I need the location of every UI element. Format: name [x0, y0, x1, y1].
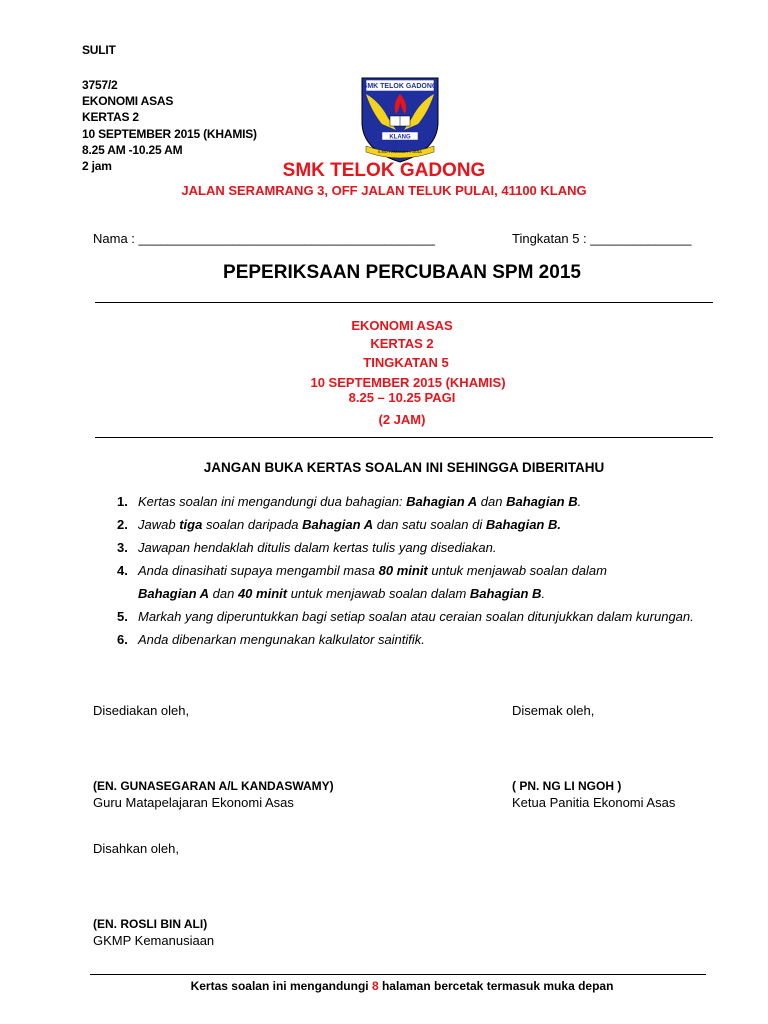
- logo-badge-text: KLANG: [389, 134, 411, 141]
- instruction-text: Anda dibenarkan mengunakan kalkulator saintifik.: [138, 632, 425, 647]
- footer-text-end: halaman bercetak termasuk muka depan: [378, 979, 614, 993]
- exam-time: 8.25 – 10.25 PAGI: [348, 390, 456, 405]
- instruction-emphasis: Bahagian A: [302, 517, 374, 532]
- instruction-number: 2.: [117, 517, 128, 532]
- instruction-emphasis: Bahagian A: [138, 586, 210, 601]
- instruction-emphasis: Bahagian B: [469, 586, 542, 601]
- school-logo: [352, 72, 448, 164]
- exam-subject: EKONOMI ASAS: [351, 318, 453, 333]
- instruction-text: Jawab: [138, 517, 180, 532]
- logo-school-text: SMK TELOK GADONG: [362, 83, 438, 90]
- instruction-item: [110, 605, 710, 628]
- exam-form: TINGKATAN 5: [363, 355, 449, 370]
- divider: [95, 302, 713, 303]
- instruction-text: untuk menjawab soalan dalam: [427, 563, 607, 578]
- footer-page-count: 8: [371, 979, 379, 993]
- school-address: JALAN SERAMRANG 3, OFF JALAN TELUK PULAI, 41100 KLANG: [181, 183, 587, 198]
- approved-by-label: Disahkan oleh,: [93, 841, 179, 856]
- exam-date: 10 SEPTEMBER 2015 (KHAMIS): [310, 375, 506, 390]
- instruction-number: 5.: [117, 609, 128, 624]
- instruction-number: 4.: [117, 563, 128, 578]
- instruction-item: [110, 628, 710, 651]
- preparer-title: Guru Matapelajaran Ekonomi Asas: [93, 795, 294, 810]
- instruction-text: Anda dinasihati supaya mengambil masa: [138, 563, 379, 578]
- instruction-item: [110, 513, 710, 536]
- form-field[interactable]: [512, 231, 692, 246]
- instruction-number: 1.: [117, 494, 128, 509]
- checked-by-label: Disemak oleh,: [512, 703, 595, 718]
- instruction-emphasis: 40 minit: [237, 586, 288, 601]
- instruction-emphasis: Bahagian B: [506, 494, 578, 509]
- name-label: Nama :: [93, 231, 139, 246]
- footer-text: [18, 979, 768, 993]
- classification-label: SULIT: [82, 43, 116, 57]
- instruction-number: 6.: [117, 632, 128, 647]
- instruction-text: Kertas soalan ini mengandungi dua bahagian:: [138, 494, 407, 509]
- form-label: Tingkatan 5 :: [512, 231, 591, 246]
- form-blank[interactable]: ______________: [590, 231, 692, 246]
- header-paper: KERTAS 2: [82, 110, 139, 124]
- instruction-text: dan satu soalan di: [373, 517, 486, 532]
- instruction-text: Jawapan hendaklah ditulis dalam kertas tulis yang disediakan.: [138, 540, 497, 555]
- school-name: SMK TELOK GADONG: [282, 160, 486, 181]
- instruction-emphasis: tiga: [179, 517, 203, 532]
- instruction-text: dan: [209, 586, 238, 601]
- instruction-item: [110, 536, 710, 559]
- instruction-emphasis: 80 minit: [378, 563, 428, 578]
- instruction-emphasis: Bahagian A: [406, 494, 478, 509]
- prepared-by-label: Disediakan oleh,: [93, 703, 190, 718]
- footer-divider: [90, 974, 706, 975]
- footer-text-start: Kertas soalan ini mengandungi: [190, 979, 372, 993]
- instruction-text: Markah yang diperuntukkan bagi setiap soalan atau ceraian soalan ditunjukkan dalam kurungan.: [138, 609, 694, 624]
- header-time: 8.25 AM -10.25 AM: [82, 143, 183, 157]
- instruction-text: .: [577, 494, 582, 509]
- header-duration: 2 jam: [82, 159, 112, 173]
- divider: [95, 437, 713, 438]
- approver-title: GKMP Kemanusiaan: [93, 933, 215, 948]
- exam-paper: KERTAS 2: [370, 336, 434, 351]
- exam-title: PEPERIKSAAN PERCUBAAN SPM 2015: [223, 262, 581, 283]
- approver-name: (EN. ROSLI BIN ALI): [93, 917, 208, 931]
- warning-text: JANGAN BUKA KERTAS SOALAN INI SEHINGGA DIBERITAHU: [203, 460, 605, 475]
- instruction-text: dan: [477, 494, 507, 509]
- instruction-text: .: [541, 586, 546, 601]
- instruction-text: untuk menjawab soalan dalam: [287, 586, 470, 601]
- checker-title: Ketua Panitia Ekonomi Asas: [512, 795, 676, 810]
- header-subject: EKONOMI ASAS: [82, 94, 174, 108]
- exam-duration: (2 JAM): [378, 412, 426, 427]
- header-date: 10 SEPTEMBER 2015 (KHAMIS): [82, 127, 257, 141]
- instruction-emphasis: Bahagian B.: [485, 517, 561, 532]
- instructions-list: [110, 490, 710, 651]
- instruction-number: 3.: [117, 540, 128, 555]
- paper-code: 3757/2: [82, 78, 118, 92]
- name-field[interactable]: [93, 231, 435, 246]
- instruction-text: soalan daripada: [202, 517, 303, 532]
- checker-name: ( PN. NG LI NGOH ): [512, 779, 622, 793]
- instruction-item: [110, 490, 710, 513]
- instruction-item: [110, 559, 710, 605]
- preparer-name: (EN. GUNASEGARAN A/L KANDASWAMY): [93, 779, 334, 793]
- logo-motto-text: ILMU • AMANAH • JASA: [378, 149, 422, 154]
- name-blank[interactable]: _________________________________________: [138, 231, 435, 246]
- school-crest-icon: [352, 72, 448, 164]
